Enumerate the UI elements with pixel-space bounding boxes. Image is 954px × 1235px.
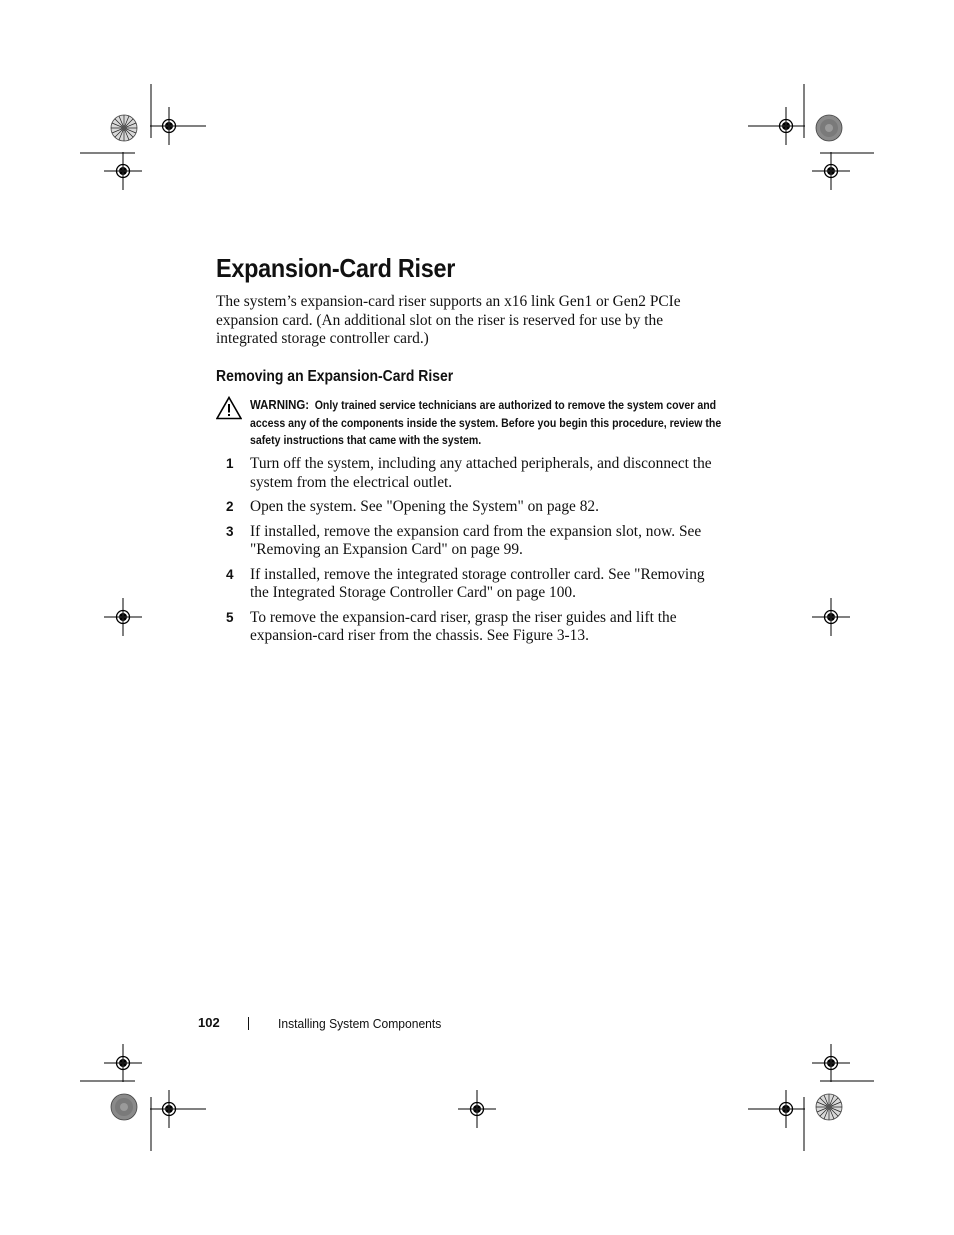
step-number: 1 <box>226 456 234 471</box>
footer-chapter-title: Installing System Components <box>278 1016 442 1031</box>
warning-triangle-icon <box>216 396 242 420</box>
list-item <box>216 609 736 646</box>
step-text: If installed, remove the integrated storage controller card. See "Removing the Integrated Storage Controller Card" on page 100. <box>250 565 705 601</box>
step-number: 5 <box>226 609 234 625</box>
warning-body: Only trained service technicians are authorized to remove the system cover and access any of the components inside the system. Before you begin this procedure, review the safety instructions that came with the system. <box>250 398 722 447</box>
step-text: To remove the expansion-card riser, grasp the riser guides and lift the expansion-card riser from the chassis. See Figure 3-13. <box>250 608 677 644</box>
steps-list <box>216 455 736 652</box>
step-number: 3 <box>226 523 234 539</box>
intro-paragraph: The system’s expansion-card riser supports an x16 link Gen1 or Gen2 PCIe expansion card. (An additional slot on the riser is reserved for use by the integrated storage controller card.) <box>216 293 681 347</box>
footer-divider <box>248 1017 249 1030</box>
list-item <box>216 498 736 517</box>
page-number: 102 <box>198 1015 220 1030</box>
warning-text <box>250 396 738 450</box>
section-heading: Removing an Expansion-Card Riser <box>216 368 454 385</box>
warning-label: WARNING: <box>250 397 310 412</box>
step-text: Open the system. See "Opening the System" on page 82. <box>250 498 599 515</box>
step-text: If installed, remove the expansion card from the expansion slot, now. See "Removing an Expansion Card" on page 99. <box>250 522 702 558</box>
list-item <box>216 455 736 492</box>
step-number: 4 <box>226 566 234 582</box>
page-title: Expansion-Card Riser <box>216 253 456 283</box>
list-item <box>216 523 736 560</box>
list-item <box>216 566 736 603</box>
step-number: 2 <box>226 499 234 514</box>
step-text: Turn off the system, including any attached peripherals, and disconnect the system from the electrical outlet. <box>250 455 712 491</box>
